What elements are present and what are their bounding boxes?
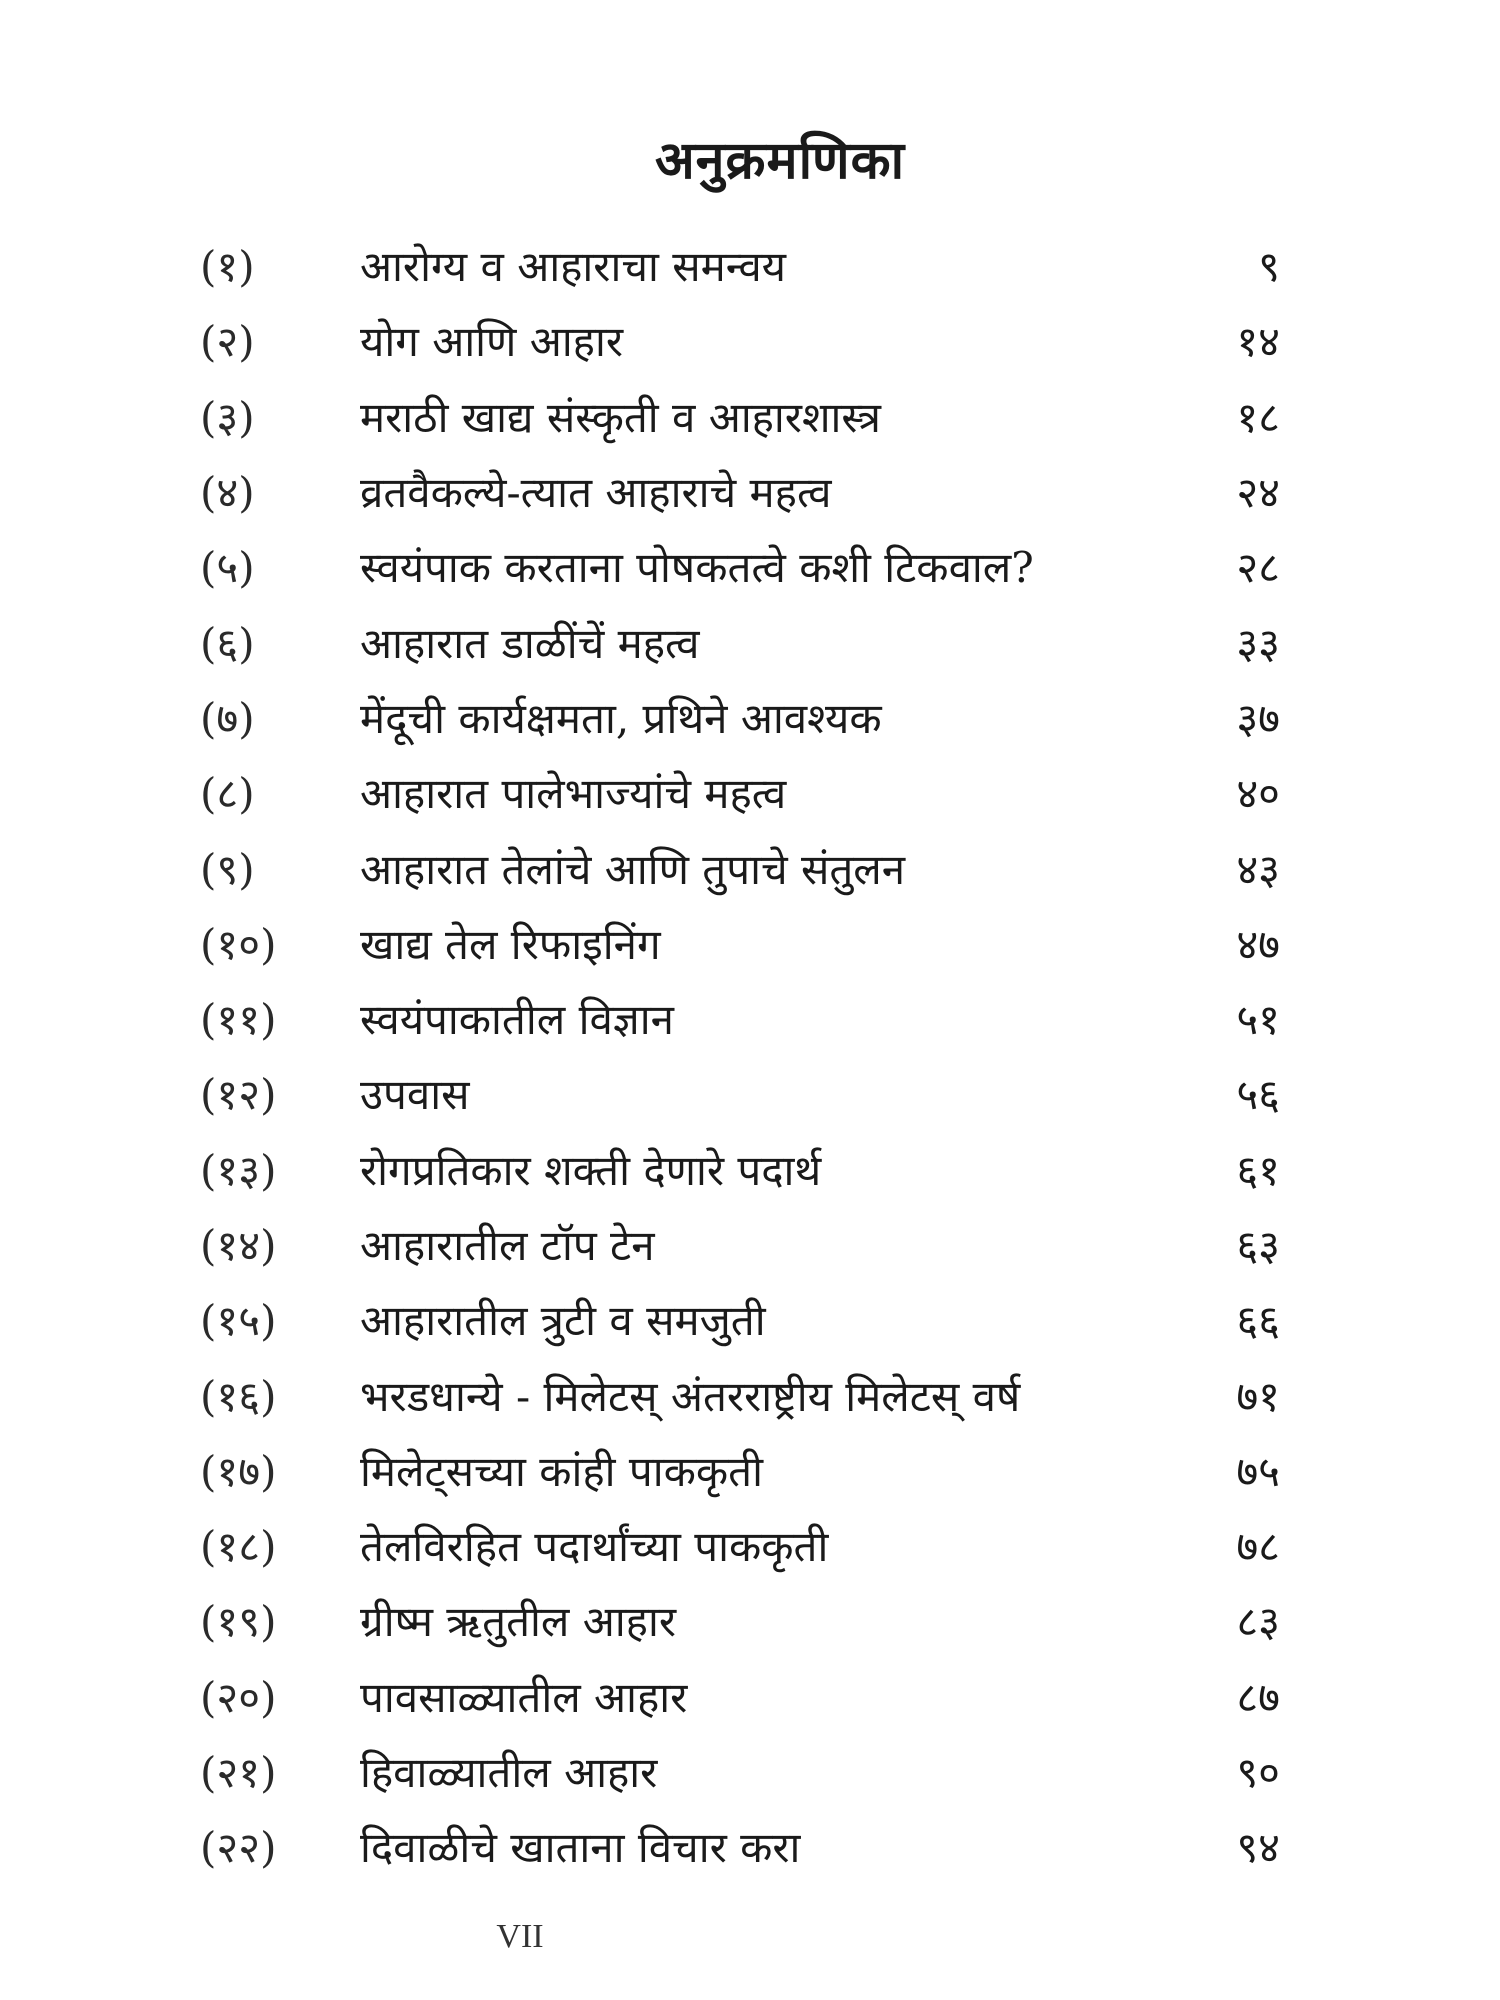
toc-entry-number: (१०) (200, 919, 277, 969)
toc-entry-number: (४) (200, 468, 255, 518)
toc-entry (200, 755, 1280, 830)
toc-entry-page: ७१ (1236, 1371, 1280, 1421)
page-number: VII (496, 1918, 544, 1955)
toc-entry-title: योग आणि आहार (360, 317, 624, 367)
toc-entry-title: पावसाळ्यातील आहार (360, 1672, 688, 1722)
toc-entry (200, 228, 1280, 303)
toc-entry-number: (१७) (200, 1446, 277, 1496)
toc-entry (200, 1433, 1280, 1508)
toc-entry-number: (८) (200, 769, 255, 819)
toc-entry (200, 1132, 1280, 1207)
toc-entry-number: (१९) (200, 1597, 277, 1647)
toc-entry-number: (२) (200, 317, 255, 367)
toc-entry-page: ६६ (1236, 1296, 1280, 1346)
toc-entry (200, 1583, 1280, 1658)
toc-entry-title: मेंदूची कार्यक्षमता, प्रथिने आवश्यक (360, 693, 882, 743)
toc-entry-page: २८ (1236, 543, 1280, 593)
toc-entry-page: ४३ (1236, 844, 1280, 894)
toc-entry (200, 303, 1280, 378)
toc-entry-number: (२२) (200, 1823, 277, 1873)
toc-entry-title: रोगप्रतिकार शक्ती देणारे पदार्थ (360, 1145, 822, 1195)
toc-entry-title: खाद्य तेल रिफाइनिंग (360, 919, 661, 969)
toc-entry-title: आहारातील टॉप टेन (360, 1221, 655, 1270)
toc-entry-number: (१३) (200, 1145, 277, 1195)
toc-entry-number: (११) (200, 995, 277, 1045)
toc-entry-title: व्रतवैकल्ये-त्यात आहाराचे महत्व (360, 468, 832, 518)
toc-entry-title: आहारात पालेभाज्यांचे महत्व (360, 769, 787, 819)
toc-entry-title: भरडधान्ये - मिलेटस् अंतरराष्ट्रीय मिलेटस् वर्ष (360, 1371, 1021, 1421)
toc-entry-number: (६) (200, 618, 255, 668)
toc-entry-page: ८७ (1236, 1672, 1280, 1722)
toc-entry-number: (५) (200, 543, 255, 593)
toc-entry-page: ४० (1236, 769, 1280, 819)
toc-entry-title: आहारातील त्रुटी व समजुती (360, 1296, 766, 1346)
toc-entry (200, 454, 1280, 529)
toc-entry-page: ५१ (1236, 995, 1280, 1045)
toc-entry-number: (१) (200, 242, 255, 292)
toc-entry (200, 1734, 1280, 1809)
toc-entry-title: स्वयंपाकातील विज्ञान (360, 995, 674, 1045)
toc-entry (200, 1357, 1280, 1432)
toc-entry-page: २४ (1236, 468, 1280, 518)
toc-entry-number: (२०) (200, 1672, 277, 1722)
toc-entry-number: (१६) (200, 1371, 277, 1421)
table-of-contents (200, 228, 1280, 1885)
toc-entry-title: आहारात डाळींचें महत्व (360, 618, 700, 668)
toc-entry-page: ९४ (1236, 1823, 1280, 1873)
page-title: अनुक्रमणिका (654, 129, 906, 191)
toc-entry-page: ४७ (1236, 919, 1280, 969)
toc-entry-title: ग्रीष्म ऋतुतील आहार (360, 1597, 676, 1647)
toc-entry-title: दिवाळीचे खाताना विचार करा (360, 1823, 801, 1873)
toc-entry-number: (३) (200, 392, 255, 442)
toc-entry (200, 1659, 1280, 1734)
toc-entry-title: आरोग्य व आहाराचा समन्वय (360, 242, 787, 292)
toc-entry (200, 529, 1280, 604)
toc-entry (200, 906, 1280, 981)
toc-entry (200, 680, 1280, 755)
toc-entry-page: ७५ (1236, 1446, 1280, 1496)
toc-entry (200, 1282, 1280, 1357)
toc-entry-title: उपवास (360, 1070, 470, 1120)
toc-entry-title: मराठी खाद्य संस्कृती व आहारशास्त्र (360, 392, 881, 442)
toc-entry-number: (७) (200, 693, 255, 743)
toc-entry-number: (१४) (200, 1221, 277, 1270)
toc-entry-title: स्वयंपाक करताना पोषकतत्वे कशी टिकवाल? (360, 543, 1034, 593)
toc-entry (200, 379, 1280, 454)
toc-entry (200, 981, 1280, 1056)
toc-entry-number: (१८) (200, 1522, 277, 1572)
toc-entry (200, 1809, 1280, 1884)
toc-entry-title: आहारात तेलांचे आणि तुपाचे संतुलन (360, 844, 906, 894)
toc-entry-number: (९) (200, 844, 255, 894)
toc-entry-number: (१५) (200, 1296, 277, 1346)
toc-entry-title: मिलेट्सच्या कांही पाककृती (360, 1446, 763, 1496)
toc-entry-page: ९ (1258, 242, 1280, 292)
toc-entry-title: तेलविरहित पदार्थांच्या पाककृती (360, 1522, 829, 1572)
toc-entry-page: ९० (1236, 1748, 1280, 1798)
toc-entry-page: ८३ (1236, 1597, 1280, 1647)
toc-entry-page: ५६ (1236, 1070, 1280, 1120)
toc-entry (200, 830, 1280, 905)
toc-entry-page: ७८ (1236, 1522, 1280, 1572)
toc-entry-number: (१२) (200, 1070, 277, 1120)
toc-entry-page: १४ (1236, 317, 1280, 367)
toc-entry-page: १८ (1236, 392, 1280, 442)
toc-entry (200, 1508, 1280, 1583)
toc-entry-page: ६१ (1236, 1145, 1280, 1195)
toc-entry-title: हिवाळ्यातील आहार (360, 1748, 658, 1798)
toc-entry-page: ६३ (1236, 1221, 1280, 1270)
toc-entry-page: ३७ (1236, 693, 1280, 743)
toc-entry (200, 1056, 1280, 1131)
toc-entry-number: (२१) (200, 1748, 277, 1798)
toc-entry (200, 1207, 1280, 1282)
toc-entry-page: ३३ (1236, 618, 1280, 668)
toc-entry (200, 604, 1280, 679)
